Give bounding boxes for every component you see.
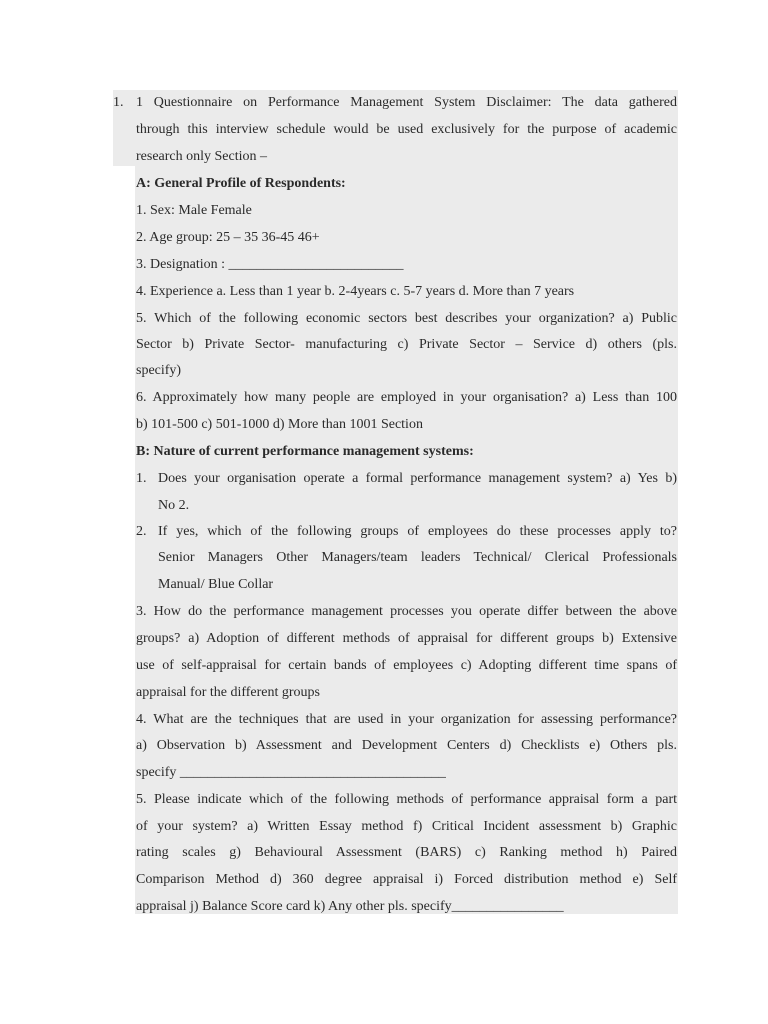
section-a-line: 6. Approximately how many people are employed in your organisation? a) Less than 100 <box>136 390 677 405</box>
section-a-line: 2. Age group: 25 – 35 36-45 46+ <box>136 230 320 245</box>
section-b-line: use of self-appraisal for certain bands of employees c) Adopting different time spans of <box>136 658 677 673</box>
section-b-line: of your system? a) Written Essay method f) Critical Incident assessment b) Graphic <box>136 819 677 834</box>
section-b-line: appraisal for the different groups <box>136 685 321 700</box>
intro-line: through this interview schedule would be used exclusively for the purpose of academic <box>136 122 677 137</box>
section-b-line: a) Observation b) Assessment and Development Centers d) Checklists e) Others pls. <box>136 738 677 753</box>
section-b-line: Comparison Method d) 360 degree appraisal i) Forced distribution method e) Self <box>136 872 677 887</box>
section-b-item-line: Does your organisation operate a formal performance management system? a) Yes b) <box>158 471 677 486</box>
section-b-heading: B: Nature of current performance management systems: <box>136 444 474 459</box>
section-a-line: 1. Sex: Male Female <box>136 203 252 218</box>
section-b-item-number: 1. <box>136 471 147 486</box>
section-b-item-number: 2. <box>136 524 147 539</box>
section-a-line: specify) <box>136 363 182 378</box>
section-a-line: 3. Designation : _________________________ <box>136 257 404 272</box>
intro-line: 1 Questionnaire on Performance Management System Disclaimer: The data gathered <box>136 95 677 110</box>
section-a-line: 4. Experience a. Less than 1 year b. 2-4years c. 5-7 years d. More than 7 years <box>136 284 575 299</box>
section-b-line: appraisal j) Balance Score card k) Any other pls. specify________________ <box>136 899 564 914</box>
section-b-line: 4. What are the techniques that are used in your organization for assessing performance? <box>136 712 677 727</box>
section-b-line: 3. How do the performance management processes you operate differ between the above <box>136 604 677 619</box>
intro-line: research only Section – <box>136 149 268 164</box>
section-b-item-line: If yes, which of the following groups of employees do these processes apply to? <box>158 524 677 539</box>
section-a-line: Sector b) Private Sector- manufacturing c) Private Sector – Service d) others (pls. <box>136 337 677 352</box>
section-b-line: groups? a) Adoption of different methods of appraisal for different groups b) Extensive <box>136 631 677 646</box>
section-b-item-line: Manual/ Blue Collar <box>158 577 274 592</box>
section-a-line: 5. Which of the following economic sectors best describes your organization? a) Public <box>136 311 677 326</box>
section-b-item-line: No 2. <box>158 498 190 513</box>
section-a-line: b) 101-500 c) 501-1000 d) More than 1001 Section <box>136 417 423 432</box>
intro-number: 1. <box>113 95 124 110</box>
section-b-line: rating scales g) Behavioural Assessment (BARS) c) Ranking method h) Paired <box>136 845 677 860</box>
section-b-item-line: Senior Managers Other Managers/team leaders Technical/ Clerical Professionals <box>158 550 677 565</box>
section-b-line: 5. Please indicate which of the following methods of performance appraisal form a part <box>136 792 677 807</box>
section-b-line: specify ______________________________________ <box>136 765 446 780</box>
section-a-heading: A: General Profile of Respondents: <box>136 176 346 191</box>
